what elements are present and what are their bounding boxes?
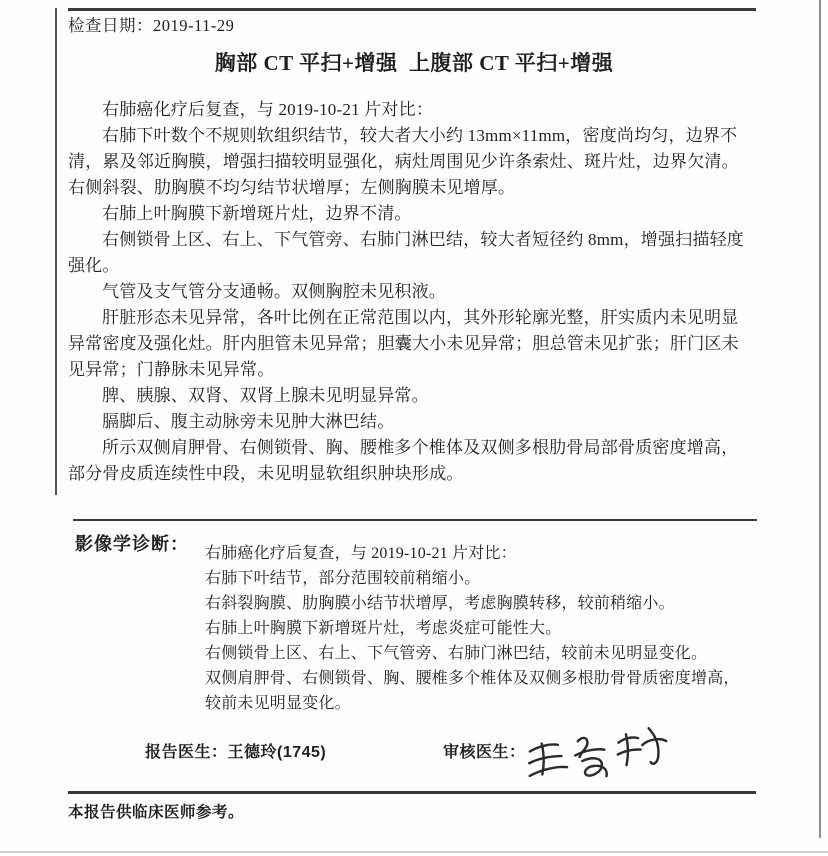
findings-line: 右肺下叶数个不规则软组织结节，较大者大小约 13mm×11mm，密度尚均匀，边界不 [102,126,738,145]
findings-line: 膈脚后、腹主动脉旁未见肿大淋巴结。 [102,412,395,431]
findings-line: 清，累及邻近胸膜，增强扫描较明显强化，病灶周围见少许条索灶、斑片灶，边界欠清。 [68,152,739,171]
findings-line: 右肺癌化疗后复查，与 2019-10-21 片对比： [102,100,434,119]
diagnosis-line: 右侧锁骨上区、右上、下气管旁、右肺门淋巴结，较前未见明显变化。 [205,645,708,662]
findings-line: 气管及支气管分支通畅。双侧胸腔未见积液。 [102,282,446,301]
diagnosis-section [205,541,785,716]
diagnosis-divider-rule [73,519,757,521]
findings-line: 肝脏形态未见异常，各叶比例在正常范围以内，其外形轮廓光整，肝实质内未见明显 [102,308,739,327]
findings-line: 异常密度及强化灶。肝内胆管未见异常；胆囊大小未见异常；胆总管未见扩张；肝门区未 [68,334,739,353]
findings-line: 右侧锁骨上区、右上、下气管旁、右肺门淋巴结，较大者短径约 8mm，增强扫描轻度 [102,230,744,249]
findings-line: 见异常；门静脉未见异常。 [68,360,275,379]
findings-line: 强化。 [68,256,120,275]
footer-rule [68,791,756,794]
reviewer-signature [524,724,684,796]
left-page-border [55,8,57,495]
top-rule [68,8,756,11]
findings-line: 脾、胰腺、双肾、双肾上腺未见明显异常。 [102,386,429,405]
diagnosis-line: 右肺癌化疗后复查，与 2019-10-21 片对比： [205,545,517,562]
report-title: 胸部 CT 平扫+增强 上腹部 CT 平扫+增强 [214,51,614,75]
report-doctor: 报告医生：王德玲(1745) [145,744,327,761]
diagnosis-line: 较前未见明显变化。 [205,695,351,712]
diagnosis-line: 右肺上叶胸膜下新增斑片灶，考虑炎症可能性大。 [205,620,562,637]
findings-line: 所示双侧肩胛骨、右侧锁骨、胸、腰椎多个椎体及双侧多根肋骨局部骨质密度增高， [102,438,739,457]
right-page-border [819,0,821,838]
diagnosis-line: 右斜裂胸膜、肋胸膜小结节状增厚，考虑胸膜转移，较前稍缩小。 [205,595,675,612]
diagnosis-line: 右肺下叶结节，部分范围较前稍缩小。 [205,570,481,587]
bottom-scan-edge [0,851,828,853]
diagnosis-label: 影像学诊断： [75,534,189,554]
footer-note: 本报告供临床医师参考。 [68,804,245,821]
exam-date: 检查日期：2019-11-29 [68,16,235,35]
reviewer-label: 审核医生： [443,744,526,761]
findings-section [68,97,792,487]
diagnosis-line: 双侧肩胛骨、右侧锁骨、胸、腰椎多个椎体及双侧多根肋骨骨质密度增高， [205,670,740,687]
findings-line: 右肺上叶胸膜下新增斑片灶，边界不清。 [102,204,412,223]
findings-line: 部分骨皮质连续性中段，未见明显软组织肿块形成。 [68,464,464,483]
findings-line: 右侧斜裂、肋胸膜不均匀结节状增厚；左侧胸膜未见增厚。 [68,178,516,197]
